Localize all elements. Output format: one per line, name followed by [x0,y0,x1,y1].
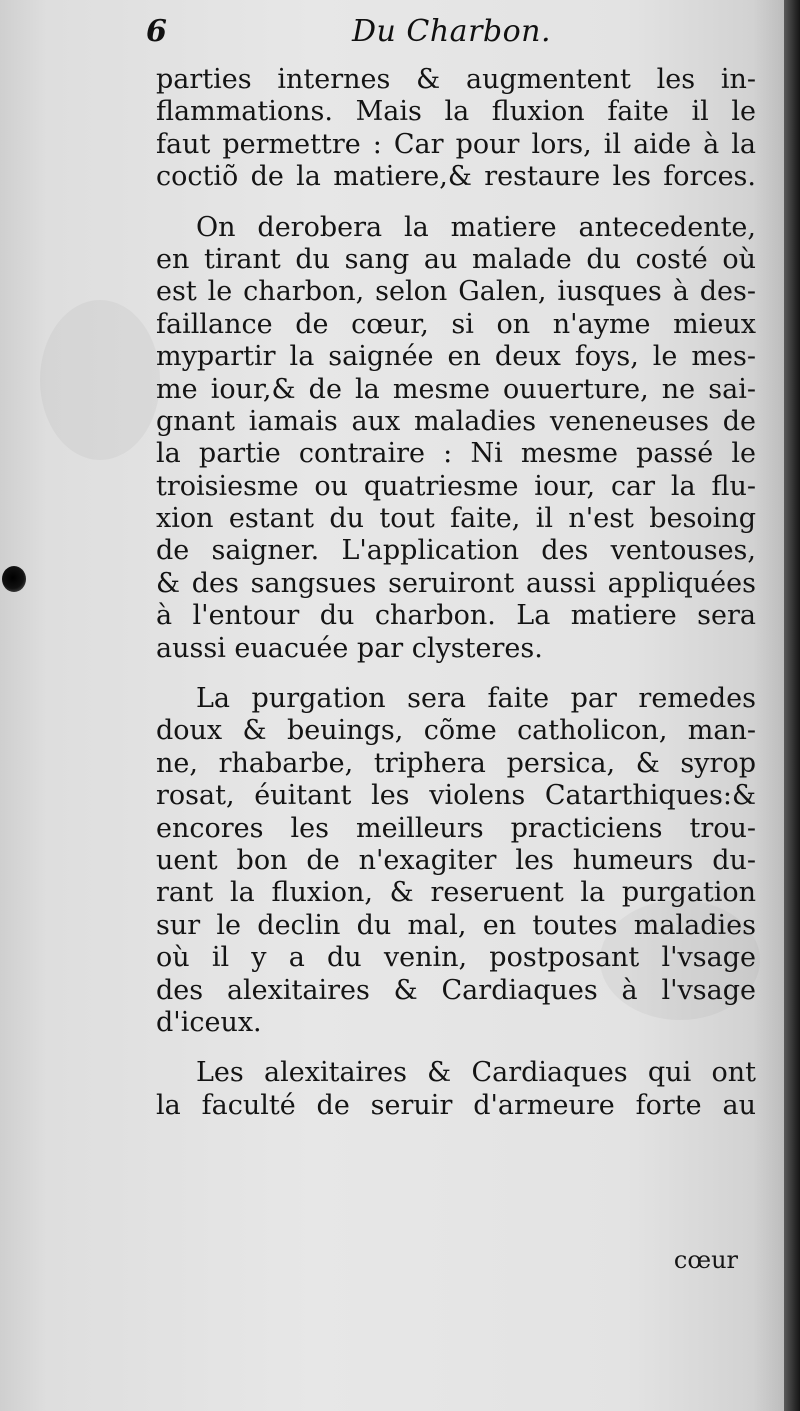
text-line: Les alexitaires & Cardiaques qui ont [196,1057,756,1089]
text-line: rant la fluxion, & reseruent la purgation [156,877,756,909]
text-line: gnant iamais aux maladies veneneuses de [156,405,756,437]
paragraph-continuation [156,244,756,665]
text-line: encores les meilleurs practiciens trou- [156,812,756,844]
text-line: ne, rhabarbe, triphera persica, & syrop [156,747,756,779]
text-line: la faculté de seruir d'armeure forte au [156,1089,756,1121]
text-line: des alexitaires & Cardiaques à l'vsage [156,974,756,1006]
text-line: la partie contraire : Ni mesme passé le [156,438,756,470]
text-line: parties internes & augmentent les in- [156,64,756,95]
paper-hole [2,566,26,592]
text-line: de saigner. L'application des ventouses, [156,535,756,567]
page-header [146,10,756,66]
paragraph-continuation [156,715,756,1039]
catchword: cœur [673,1246,738,1274]
text-line: à l'entour du charbon. La matiere sera [156,600,756,632]
text-line: rosat, éuitant les violens Catarthiques:& [156,780,756,812]
text-line: doux & beuings, cõme catholicon, man- [156,715,756,747]
text-line: en tirant du sang au malade du costé où [156,243,756,275]
text-line: xion estant du tout faite, il n'est besoing [156,503,756,535]
paragraph [156,683,756,715]
paragraph [156,64,756,194]
text-line: d'iceux. [156,1006,262,1038]
text-line: coctiõ de la matiere,& restaure les forces. [156,161,756,193]
running-head: Du Charbon. [352,14,552,49]
text-line: mypartir la saignée en deux foys, le mes- [156,341,756,373]
text-line: troisiesme ou quatriesme iour, car la flu- [156,470,756,502]
body-text [156,64,756,1122]
page-number: 6 [146,14,167,49]
text-line: faillance de cœur, si on n'ayme mieux [156,308,756,340]
page-edge-shadow [784,0,800,1411]
text-line: me iour,& de la mesme ouuerture, ne sai- [156,373,756,405]
text-line: La purgation sera faite par remedes [196,683,756,715]
text-line: est le charbon, selon Galen, iusques à des- [156,276,756,308]
text-line: flammations. Mais la fluxion faite il le [156,96,756,128]
text-line: faut permettre : Car pour lors, il aide à la [156,128,756,160]
text-line: aussi euacuée par clysteres. [156,632,543,664]
text-line: sur le declin du mal, en toutes maladies [156,909,756,941]
text-line: uent bon de n'exagiter les humeurs du- [156,844,756,876]
paragraph [156,212,756,244]
paragraph-continuation [156,1090,756,1122]
text-line: où il y a du venin, postposant l'vsage [156,942,756,974]
paper-stain [40,300,160,460]
text-line: & des sangsues seruiront aussi appliquées [156,567,756,599]
paragraph [156,1057,756,1089]
text-line: On derobera la matiere antecedente, [196,211,756,243]
